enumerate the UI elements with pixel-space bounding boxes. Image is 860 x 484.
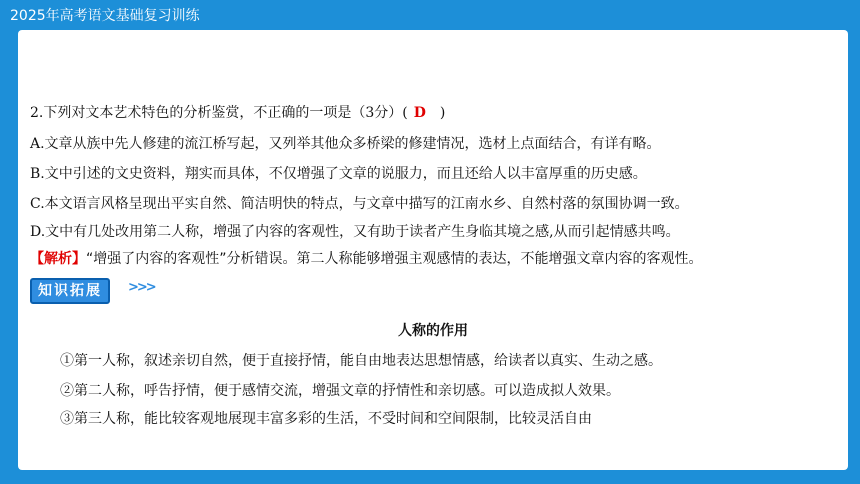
knowledge-extension-badge: 知识拓展	[30, 278, 110, 304]
question-stem	[30, 102, 445, 122]
list-item: ③第三人称，能比较客观地展现丰富多彩的生活，不受时间和空间限制，比较灵活自由	[60, 411, 592, 427]
header-bar	[0, 0, 860, 28]
list-item: ②第二人称，呼告抒情，便于感情交流，增强文章的抒情性和亲切感。可以造成拟人效果。	[60, 383, 620, 399]
answer-letter: D	[413, 105, 426, 121]
content-card	[18, 30, 848, 470]
analysis-tag: 【解析】	[30, 251, 86, 267]
chevrons-icon: >>>	[128, 280, 155, 295]
option-b: B.文中引述的文史资料，翔实而具体，不仅增强了文章的说服力，而且还给人以丰富厚重的历史感。	[30, 166, 647, 182]
list-item: ①第一人称，叙述亲切自然，便于直接抒情，能自由地表达思想情感，给读者以真实、生动之感。	[60, 353, 662, 369]
question-text: 2.下列对文本艺术特色的分析鉴赏，不正确的一项是（3分）(	[30, 105, 408, 121]
page-title: 2025年高考语文基础复习训练	[10, 8, 200, 24]
option-c: C.本文语言风格呈现出平实自然、简洁明快的特点，与文章中描写的江南水乡、自然村落的氛围协调一致。	[30, 196, 689, 212]
option-d: D.文中有几处改用第二人称，增强了内容的客观性，又有助于读者产生身临其境之感,从而引起情感共鸣。	[30, 224, 680, 240]
analysis	[30, 248, 703, 268]
question-close: )	[439, 105, 446, 121]
analysis-text: “增强了内容的客观性”分析错误。第二人称能够增强主观感情的表达，不能增强文章内容的客观性。	[86, 251, 703, 267]
option-a: A.文章从族中先人修建的流江桥写起，又列举其他众多桥梁的修建情况，选材上点面结合，有详有略。	[30, 136, 661, 152]
section-heading: 人称的作用	[398, 323, 468, 339]
